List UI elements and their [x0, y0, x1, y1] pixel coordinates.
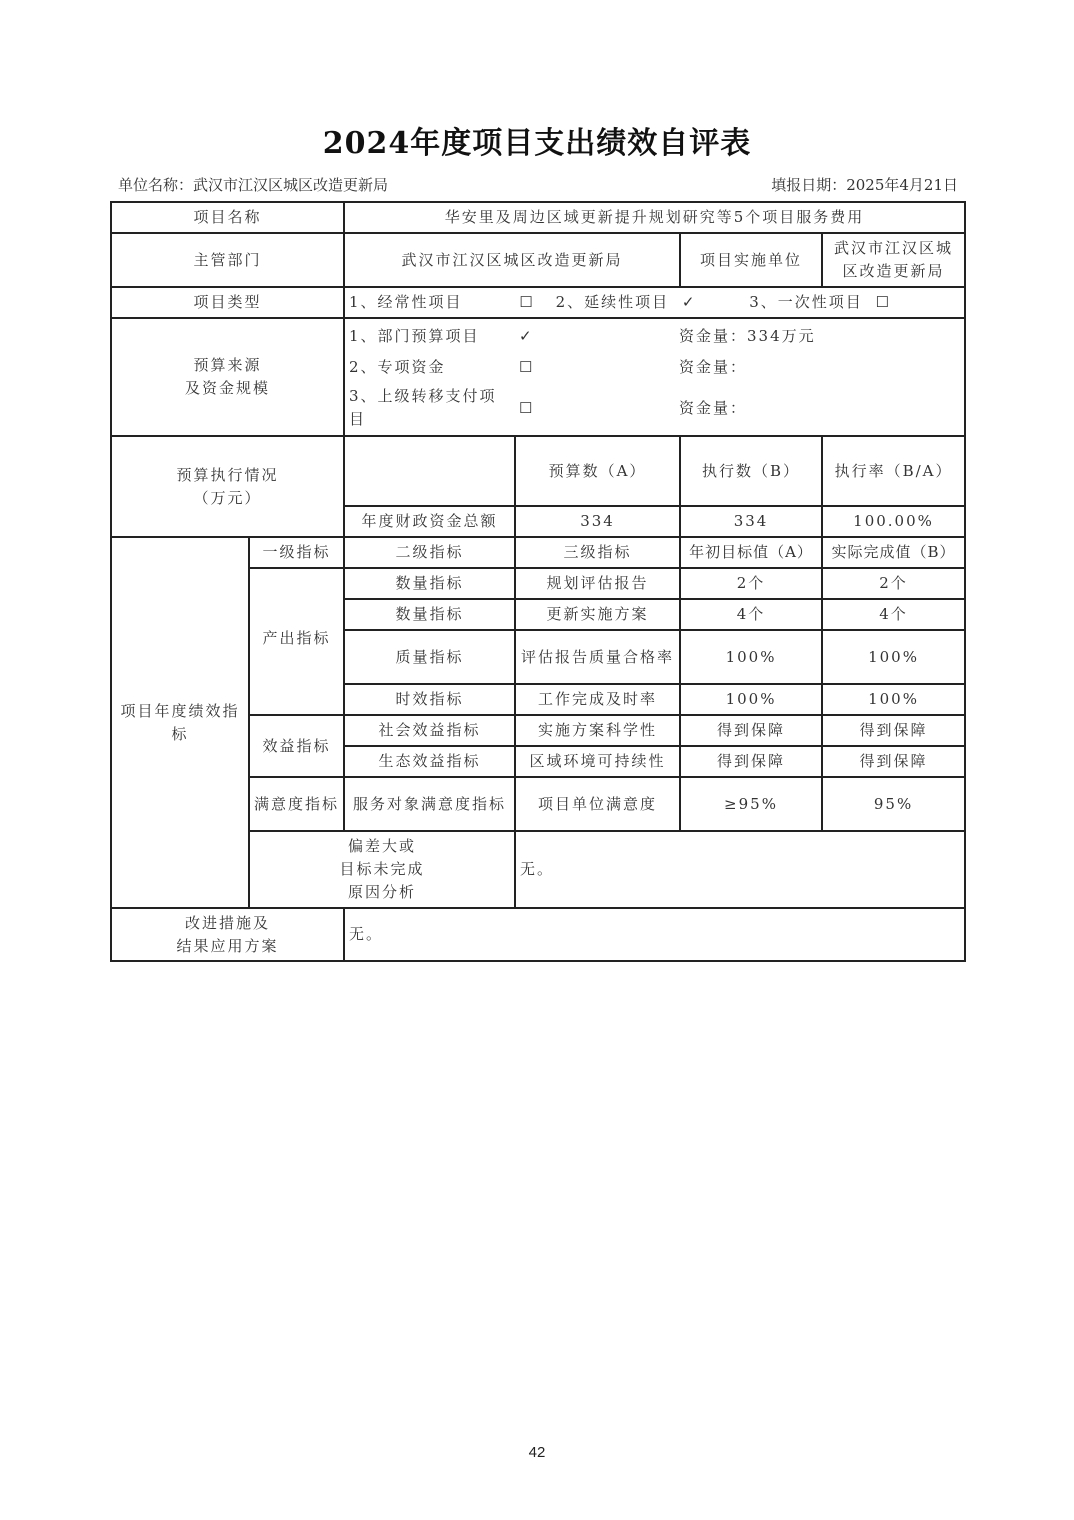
type-option-regular: 1、经常性项目 [349, 293, 463, 311]
improvement-value: 无。 [344, 908, 965, 961]
execution-label: 预算执行情况 （万元） [111, 436, 344, 537]
table-row: 生态效益指标 区域环境可持续性 得到保障 得到保障 [111, 746, 965, 777]
type-option-onetime: 3、一次性项目 [749, 293, 863, 311]
header-executed-b: 执行数（B） [680, 436, 822, 506]
impl-label: 项目实施单位 [680, 233, 822, 287]
source-item: 3、上级转移支付项目 ☐ 资金量： [349, 387, 748, 428]
row-execution-header [111, 436, 965, 506]
unit-name: 单位名称：武汉市江汉区城区改造更新局 [118, 176, 389, 194]
table-row: 数量指标 更新实施方案 4个 4个 [111, 599, 965, 630]
checkbox-onetime: ☐ [875, 293, 892, 311]
row-project-type [111, 287, 965, 318]
dept-label: 主管部门 [111, 233, 344, 287]
level1-benefit: 效益指标 [249, 715, 344, 777]
level1-satisfaction: 满意度指标 [249, 777, 344, 831]
source-item: 1、部门预算项目 ✓ 资金量：334万元 [349, 321, 960, 352]
row-execution-total: 年度财政资金总额 334 334 100.00% [111, 506, 965, 537]
table-row: 时效指标 工作完成及时率 100% 100% [111, 684, 965, 715]
source-item: 2、专项资金 ☐ 资金量： [349, 352, 960, 383]
improvement-label: 改进措施及 结果应用方案 [111, 908, 344, 961]
table-row: 满意度指标 服务对象满意度指标 项目单位满意度 ≥95% 95% [111, 777, 965, 831]
checkbox-regular: ☐ [519, 293, 535, 311]
self-evaluation-table [110, 201, 966, 962]
page-title: 2024年度项目支出绩效自评表 [322, 126, 752, 161]
fill-date: 填报日期：2025年4月21日 [771, 176, 958, 194]
row-dept [111, 233, 965, 287]
row-performance-header: 项目年度绩效指标 一级指标 二级指标 三级指标 年初目标值（A） 实际完成值（B） [111, 537, 965, 568]
header-rate: 执行率（B/A） [822, 436, 965, 506]
deviation-label: 偏差大或 目标未完成 原因分析 [249, 831, 515, 908]
project-name-label: 项目名称 [111, 202, 344, 233]
type-option-continuing: 2、延续性项目 [555, 293, 670, 311]
type-options [344, 287, 965, 318]
row-project-name [111, 202, 965, 233]
page-number: 42 [528, 1444, 546, 1461]
header-budget-a: 预算数（A） [515, 436, 680, 506]
budget-source-label: 预算来源 及资金规模 [111, 318, 344, 436]
type-label: 项目类型 [111, 287, 344, 318]
budget-source-items [344, 318, 965, 436]
performance-label: 项目年度绩效指标 [111, 537, 249, 908]
table-row: 效益指标 社会效益指标 实施方案科学性 得到保障 得到保障 [111, 715, 965, 746]
deviation-value: 无。 [515, 831, 965, 908]
checkbox-special-fund: ☐ [519, 358, 535, 376]
project-name-value: 华安里及周边区域更新提升规划研究等5个项目服务费用 [344, 202, 965, 233]
execution-header-blank [344, 436, 515, 506]
impl-value: 武汉市江汉区城区改造更新局 [822, 233, 965, 287]
table-row: 质量指标 评估报告质量合格率 100% 100% [111, 630, 965, 684]
level1-output: 产出指标 [249, 568, 344, 715]
checkbox-continuing: ✓ [681, 293, 697, 311]
row-improvement [111, 908, 965, 961]
form-meta [118, 174, 958, 195]
checkbox-dept-budget: ✓ [519, 327, 534, 345]
checkbox-transfer: ☐ [519, 398, 535, 417]
dept-value: 武汉市江汉区城区改造更新局 [344, 233, 680, 287]
row-budget-source [111, 318, 965, 436]
table-row: 产出指标 数量指标 规划评估报告 2个 2个 [111, 568, 965, 599]
